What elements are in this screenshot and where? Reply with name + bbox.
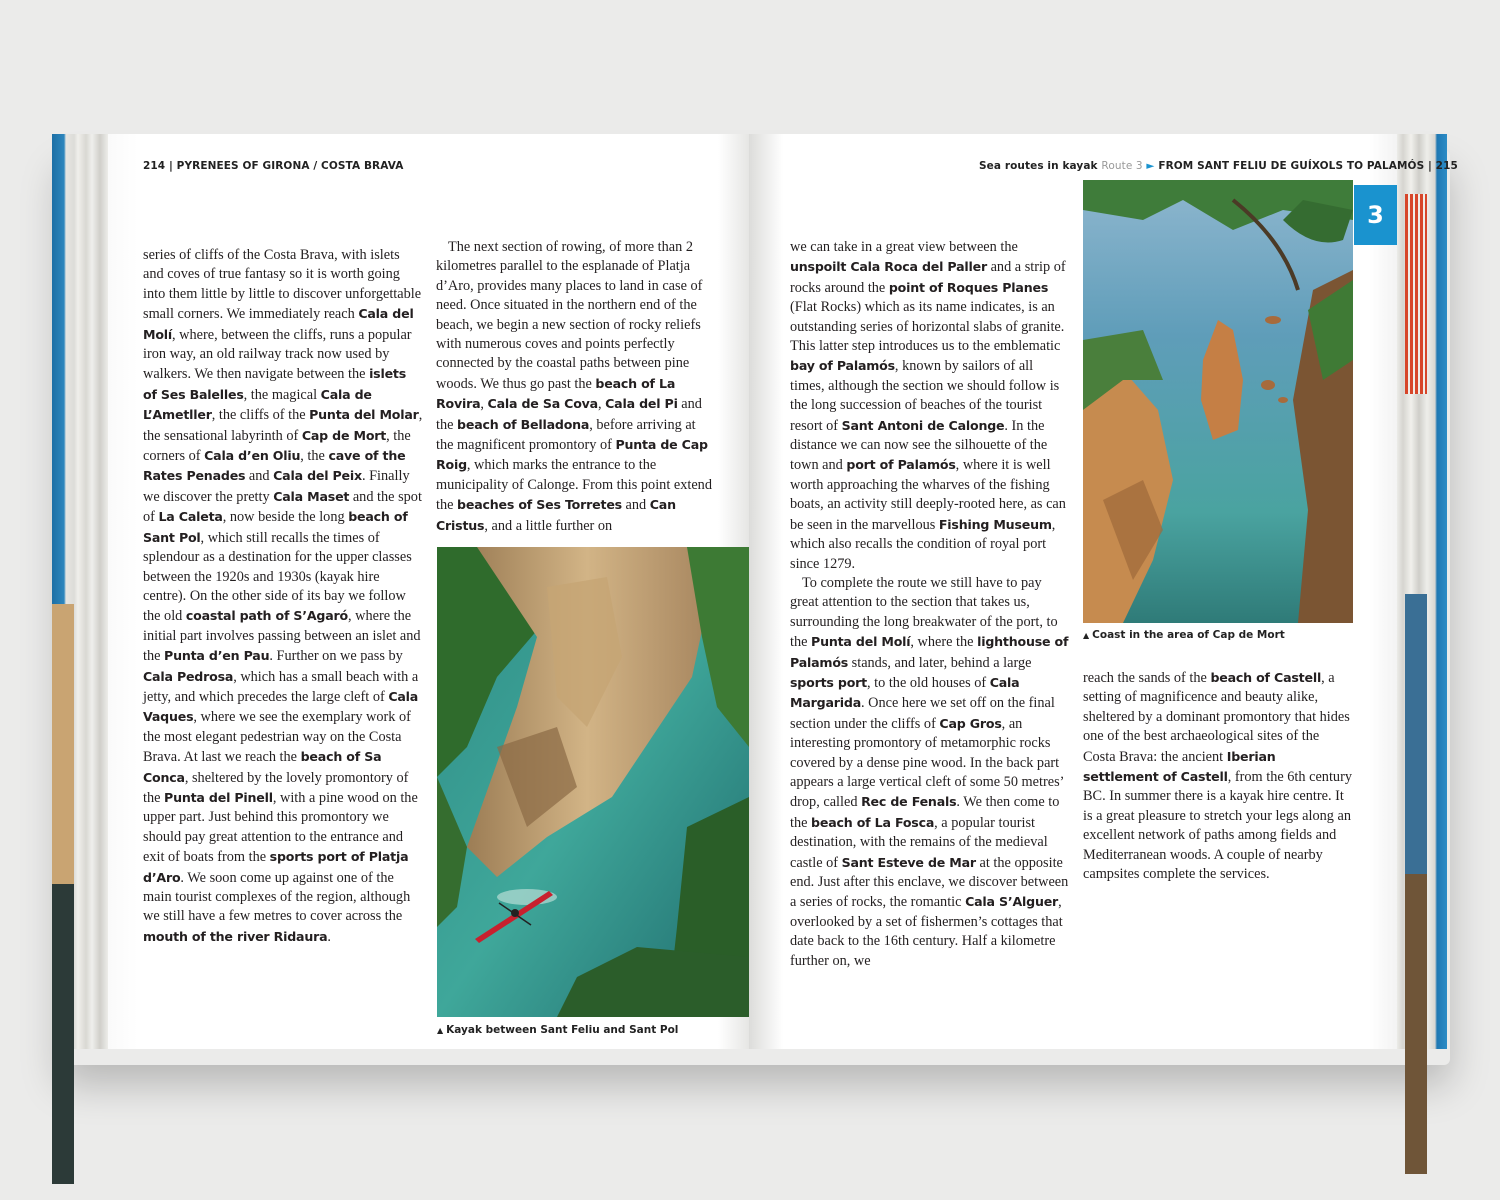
chapter-tab: 3 bbox=[1354, 185, 1397, 245]
place-name: port of Palamós bbox=[846, 457, 956, 473]
place-name: beach of Belladona bbox=[457, 416, 590, 432]
place-name: Cala S’Alguer bbox=[965, 894, 1059, 910]
body-text: . We soon come up against one of the main tourist complexes of the region, although we still have a few metres to cover across the bbox=[143, 869, 411, 925]
place-name: La Caleta bbox=[158, 509, 223, 525]
place-name: Cala d’en Oliu bbox=[204, 448, 301, 464]
left-page-header: 214 | PYRENEES OF GIRONA / COSTA BRAVA bbox=[143, 160, 404, 172]
place-name: Cala del Peix bbox=[273, 468, 362, 484]
paragraph bbox=[790, 574, 1071, 971]
place-name: beach of Sa Conca bbox=[143, 749, 382, 785]
body-text: , which also recalls the condition of royal port since 1279. bbox=[790, 516, 1056, 572]
place-name: Cala del Molí bbox=[143, 306, 414, 342]
body-text: , the magical bbox=[243, 386, 321, 403]
body-text: and bbox=[245, 468, 274, 485]
place-name: Rec de Fenals bbox=[861, 794, 957, 810]
body-text: , an interesting promontory of metamorphic rocks covered by a dense pine wood. In the back part appears a large vertical cleft of some 50 metres’ drop, called bbox=[790, 715, 1064, 811]
paragraph bbox=[790, 238, 1071, 574]
body-text: . In the distance we can now see the silhouette of the town and bbox=[790, 417, 1048, 474]
place-name: beach of La Fosca bbox=[811, 814, 935, 830]
left-page-edges bbox=[52, 134, 110, 1049]
body-text: , a popular tourist destination, with the remains of the medieval castle of bbox=[790, 814, 1048, 871]
place-name: Cala de Sa Cova bbox=[487, 396, 598, 412]
place-name: point of Roques Planes bbox=[888, 279, 1049, 295]
place-name: beach of Castell bbox=[1210, 670, 1322, 685]
place-name: sports port bbox=[790, 674, 867, 690]
body-text: To complete the route we still have to pay great attention to the section that takes us, surrounding the long breakwater of the port, to the bbox=[790, 574, 1058, 651]
place-name: Cala Margarida bbox=[790, 674, 1020, 711]
right-page bbox=[749, 134, 1458, 1049]
body-text: , which still recalls the times of splendour as a destination for the upper classes between the 1920s and 1930s (kayak hire centre). On the other side of its bay we follow the old bbox=[143, 529, 412, 625]
body-text: . bbox=[327, 928, 331, 945]
body-text: reach the sands of the bbox=[1083, 670, 1211, 686]
right-page-header: Sea routes in kayak Route 3 ► FROM SANT FELIU DE GUÍXOLS TO PALAMÓS | 215 bbox=[979, 160, 1458, 172]
place-name: Cala del Pi bbox=[605, 396, 678, 412]
place-name: sports port of Platja d’Aro bbox=[143, 849, 409, 885]
paragraph bbox=[436, 238, 713, 536]
place-name: Cala de L’Ametller bbox=[143, 386, 372, 423]
body-text: and bbox=[621, 497, 650, 514]
place-name: mouth of the river Ridaura bbox=[143, 928, 328, 944]
body-text: , now beside the long bbox=[222, 509, 349, 526]
place-name: Iberian settlement of Castell bbox=[1083, 748, 1276, 785]
body-text: , a setting of magnificence and beauty alike, sheltered by a dominant promontory that hides one of the best archaeological sites of the Costa Brava: the ancient bbox=[1083, 670, 1350, 765]
body-text: and the spot of bbox=[143, 488, 422, 526]
body-text: stands, and later, behind a large bbox=[848, 654, 1032, 671]
body-text: , which marks the entrance to the municipality of Calonge. From this point extend the bbox=[436, 457, 712, 514]
caption-marker-icon: ▲ bbox=[1083, 631, 1090, 640]
kayak-photo-caption: ▲ Kayak between Sant Feliu and Sant Pol bbox=[437, 1024, 679, 1036]
place-name: Cap de Mort bbox=[301, 427, 387, 443]
body-text: . We then come to the bbox=[790, 794, 1060, 831]
body-text: , where it is well worth approaching the wharves of the fishing boats, an activity still deeply-rooted here, as can be seen in the marvellous bbox=[790, 457, 1066, 533]
body-text: and the bbox=[436, 396, 702, 433]
body-text: at the opposite end. Just after this enclave, we discover between a series of rocks, the romantic bbox=[790, 854, 1069, 911]
right-page-edges bbox=[1395, 134, 1447, 1049]
body-text: , where we see the exemplary work of the most elegant pedestrian way on the Costa Brava. At last we reach the bbox=[143, 709, 411, 766]
body-text: we can take in a great view between the bbox=[790, 239, 1018, 255]
place-name: Sant Antoni de Calonge bbox=[841, 417, 1005, 433]
body-text: , where the initial part involves passing between an islet and the bbox=[143, 608, 421, 665]
place-name: beaches of Ses Torretes bbox=[457, 497, 622, 513]
place-name: beach of La Rovira bbox=[436, 375, 676, 412]
body-text: , the bbox=[300, 448, 329, 465]
left-column-1 bbox=[143, 246, 423, 947]
body-text: , where the bbox=[910, 634, 978, 651]
body-text: , known by sailors of all times, although the section we should follow is the long succession of beaches of the tourist resort of bbox=[790, 358, 1060, 434]
body-text: , the corners of bbox=[143, 427, 411, 465]
body-text: . Further on we pass by bbox=[269, 648, 403, 665]
place-name: cave of the Rates Penades bbox=[143, 448, 406, 484]
place-name: Can Cristus bbox=[436, 497, 676, 533]
left-page bbox=[108, 134, 749, 1049]
body-text: , the sensational labyrinth of bbox=[143, 407, 423, 444]
kayak-photo bbox=[437, 547, 749, 1017]
place-name: unspoilt Cala Roca del Paller bbox=[790, 259, 988, 275]
body-text: The next section of rowing, of more than 2 kilometres parallel to the esplanade of Platja d’Aro, provides many places to land in case of need. Once situated in the northern end of the beach, we begin a new section of rocky reliefs with numerous coves and points perfectly connected by the coastal paths between pine woods. We thus go past the bbox=[436, 239, 703, 392]
place-name: beach of Sant Pol bbox=[143, 509, 408, 545]
body-text: , before arriving at the magnificent promontory of bbox=[436, 416, 696, 454]
body-text: , with a pine wood on the upper part. Just behind this promontory we should pay great attention to the entrance and exit of boats from the bbox=[143, 789, 418, 866]
body-text: . Finally we discover the pretty bbox=[143, 468, 410, 505]
place-name: coastal path of S’Agaró bbox=[185, 608, 348, 624]
paragraph bbox=[1083, 668, 1355, 884]
place-name: Punta d’en Pau bbox=[164, 648, 270, 664]
place-name: Punta del Pinell bbox=[164, 789, 273, 805]
right-column-2 bbox=[1083, 668, 1355, 884]
body-text: , which has a small beach with a jetty, and which precedes the large cleft of bbox=[143, 668, 419, 705]
body-text: , bbox=[597, 396, 606, 413]
place-name: Cala Pedrosa bbox=[143, 668, 234, 684]
cap-de-mort-photo-caption: ▲ Coast in the area of Cap de Mort bbox=[1083, 629, 1285, 641]
place-name: Sant Esteve de Mar bbox=[841, 854, 976, 870]
paragraph bbox=[143, 246, 423, 947]
place-name: islets of Ses Balelles bbox=[143, 366, 407, 402]
body-text: , to the old houses of bbox=[866, 674, 990, 691]
body-text: . Once here we set off on the final section under the cliffs of bbox=[790, 695, 1055, 732]
place-name: Cala Maset bbox=[273, 488, 350, 504]
place-name: Punta de Cap Roig bbox=[436, 437, 708, 473]
body-text: , and a little further on bbox=[484, 517, 613, 534]
body-text: , bbox=[480, 396, 488, 413]
header-arrow-icon: ► bbox=[1146, 160, 1155, 172]
body-text: (Flat Rocks) which as its name indicates, is an outstanding series of horizontal slabs of granite. This latter step introduces us to the emblematic bbox=[790, 299, 1065, 355]
right-column-1 bbox=[790, 238, 1071, 971]
left-column-2 bbox=[436, 238, 713, 536]
place-name: Punta del Molar bbox=[309, 407, 419, 423]
body-text: , from the 6th century BC. In summer there is a kayak hire centre. It is a great pleasure to stretch your legs along an excellent network of paths among fields and Mediterranean woods. A couple of nearby campsites complete the services. bbox=[1083, 769, 1352, 883]
body-text: , where, between the cliffs, runs a popular iron way, an old railway track now used by walkers. We then navigate between the bbox=[143, 326, 412, 383]
body-text: , overlooked by a set of fishermen’s cottages that date back to the 16th century. Half a kilometre further on, we bbox=[790, 894, 1063, 969]
body-text: , the cliffs of the bbox=[211, 407, 310, 424]
body-text: series of cliffs of the Costa Brava, with islets and coves of true fantasy so it is worth going into them little by little to discover unforgettable small corners. We immediately reach bbox=[143, 247, 422, 323]
body-text: and a strip of rocks around the bbox=[790, 259, 1066, 296]
place-name: Cap Gros bbox=[939, 715, 1002, 731]
place-name: Punta del Molí bbox=[811, 634, 911, 650]
place-name: Fishing Museum bbox=[938, 516, 1052, 532]
place-name: lighthouse of Palamós bbox=[790, 634, 1069, 670]
caption-marker-icon: ▲ bbox=[437, 1026, 444, 1035]
place-name: Cala Vaques bbox=[143, 688, 419, 725]
place-name: bay of Palamós bbox=[790, 358, 895, 374]
body-text: , sheltered by the lovely promontory of the bbox=[143, 769, 409, 806]
cap-de-mort-photo bbox=[1083, 180, 1353, 623]
